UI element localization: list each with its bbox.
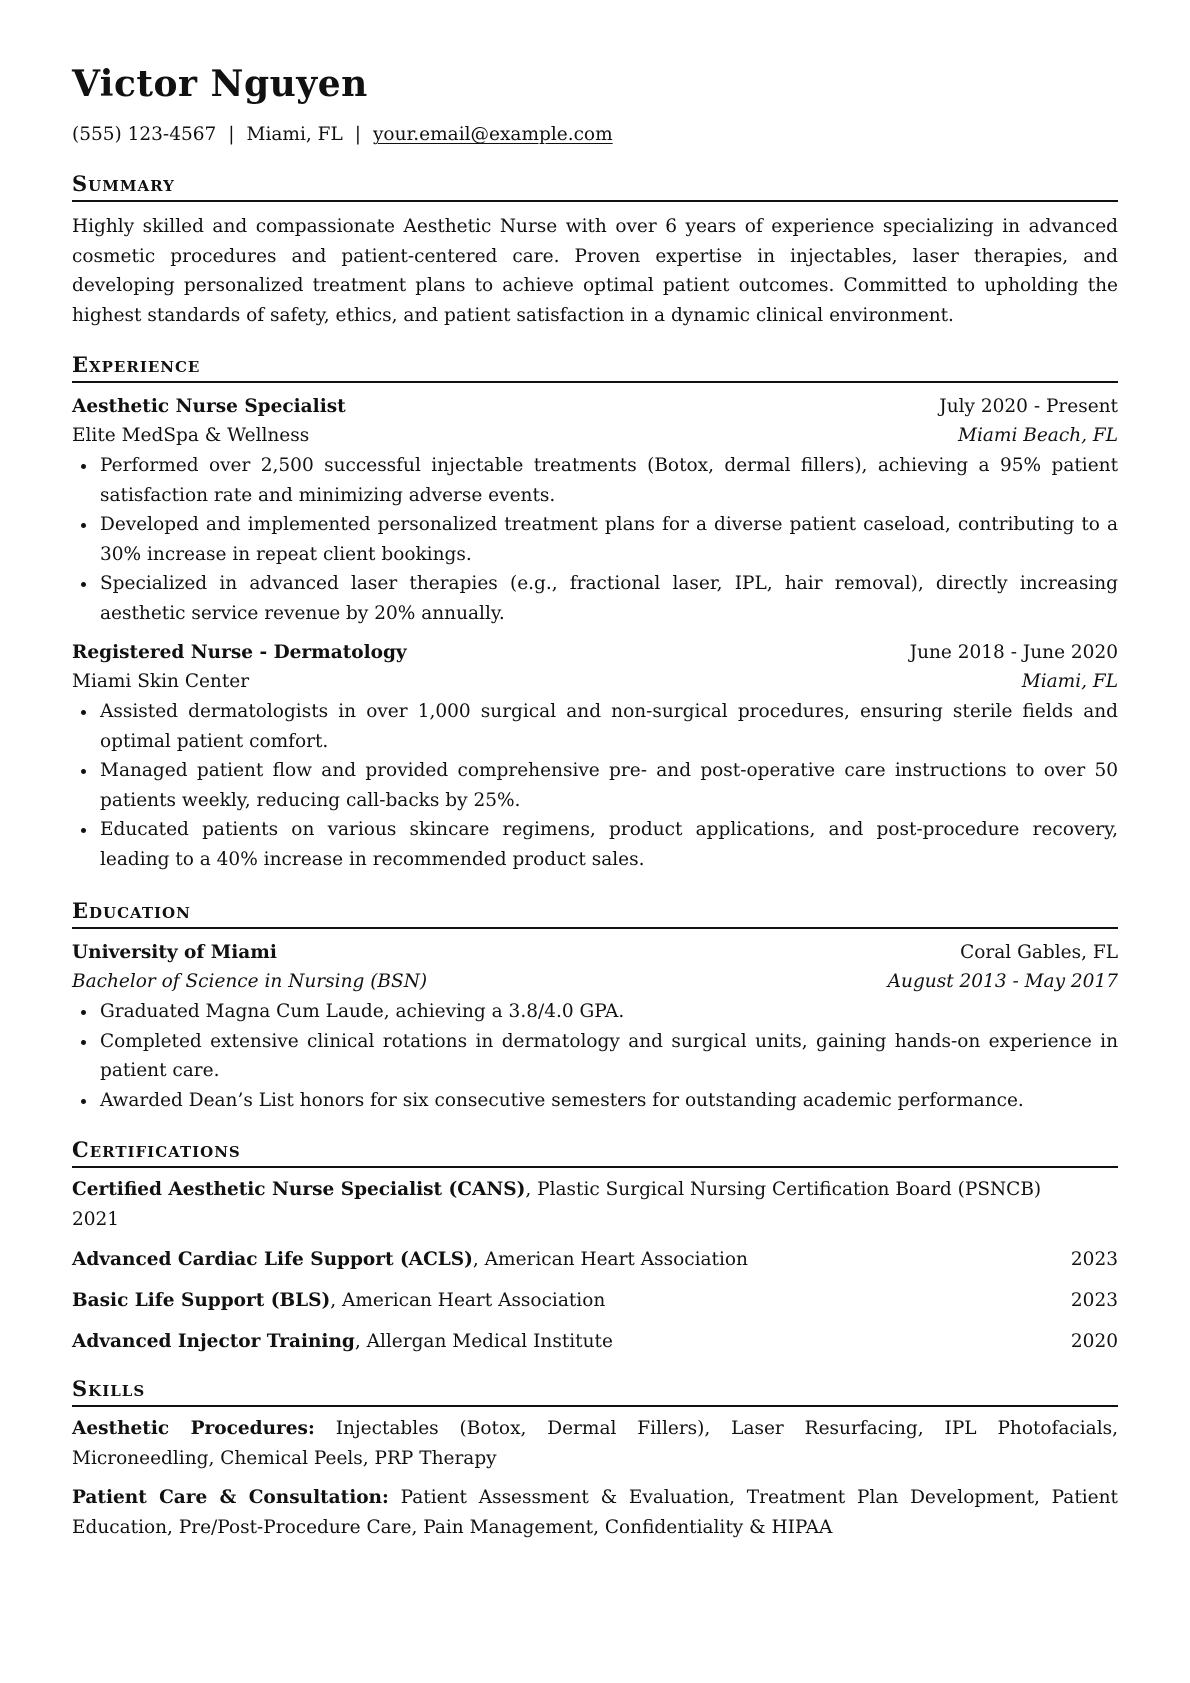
job-header <box>72 638 1118 668</box>
bullet-item: Developed and implemented personalized treatment plans for a diverse patient caseload, contributing to a 30% increase in repeat client bookings. <box>72 510 1118 569</box>
skill-group <box>72 1483 1118 1542</box>
job-company: Miami Skin Center <box>72 671 250 692</box>
job-dates: July 2020 - Present <box>939 396 1118 417</box>
phone-number: (555) 123-4567 <box>72 124 217 145</box>
education-header <box>72 938 1118 968</box>
job-location: Miami Beach, FL <box>958 425 1118 446</box>
skill-label: Aesthetic Procedures: <box>72 1418 315 1439</box>
bullet-item: Assisted dermatologists in over 1,000 surgical and non-surgical procedures, ensuring sterile fields and optimal patient comfort. <box>72 697 1118 756</box>
cert-name: Basic Life Support (BLS) <box>72 1290 331 1311</box>
cert-year: 2020 <box>1070 1331 1118 1352</box>
skill-label: Patient Care & Consultation: <box>72 1487 389 1508</box>
candidate-name: Victor Nguyen <box>72 63 368 105</box>
section-title-summary: Summary <box>72 170 1118 202</box>
cert-issuer: , Allergan Medical Institute <box>354 1331 613 1352</box>
section-title-skills: Skills <box>72 1375 1118 1407</box>
bullet-item: Completed extensive clinical rotations in dermatology and surgical units, gaining hands-on experience in patient care. <box>72 1027 1118 1086</box>
certification-item <box>72 1286 1118 1316</box>
bullet-item: Managed patient flow and provided comprehensive pre- and post-operative care instructions to over 50 patients weekly, reducing call-backs by 25%. <box>72 756 1118 815</box>
section-title-education: Education <box>72 897 1118 929</box>
section-title-certifications: Certifications <box>72 1136 1118 1168</box>
bullet-item: Graduated Magna Cum Laude, achieving a 3.8/4.0 GPA. <box>72 997 1118 1027</box>
separator: | <box>354 124 361 145</box>
certification-item <box>72 1245 1118 1275</box>
location: Miami, FL <box>246 124 343 145</box>
bullet-item: Performed over 2,500 successful injectable treatments (Botox, dermal fillers), achieving a 95% patient satisfaction rate and minimizing adverse events. <box>72 451 1118 510</box>
job-header <box>72 392 1118 422</box>
skill-group <box>72 1414 1118 1473</box>
education-bullets <box>72 997 1118 1115</box>
skill-value: Injectables (Botox, Dermal Fillers), Laser Resurfacing, IPL Photofacials, Microneedling, Chemical Peels, PRP Therapy <box>72 1418 1119 1469</box>
cert-name: Advanced Injector Training <box>72 1331 355 1352</box>
job-subheader <box>72 667 1118 697</box>
job-company: Elite MedSpa & Wellness <box>72 425 310 446</box>
separator: | <box>228 124 235 145</box>
school-location: Coral Gables, FL <box>960 942 1118 963</box>
job-subheader <box>72 421 1118 451</box>
certification-item <box>72 1175 1118 1234</box>
cert-name: Advanced Cardiac Life Support (ACLS) <box>72 1249 473 1270</box>
bullet-item: Educated patients on various skincare regimens, product applications, and post-procedure recovery, leading to a 40% increase in recommended product sales. <box>72 815 1118 874</box>
job-role: Aesthetic Nurse Specialist <box>72 396 346 417</box>
school-name: University of Miami <box>72 942 277 963</box>
education-subheader <box>72 967 1118 997</box>
section-title-experience: Experience <box>72 351 1118 383</box>
certification-item <box>72 1327 1118 1357</box>
job-bullets <box>72 451 1118 628</box>
cert-year: 2021 <box>72 1208 120 1230</box>
job-bullets <box>72 697 1118 874</box>
job-dates: June 2018 - June 2020 <box>909 642 1118 663</box>
cert-name: Certified Aesthetic Nurse Specialist (CANS) <box>72 1179 526 1200</box>
cert-year: 2023 <box>1070 1290 1118 1311</box>
cert-issuer: , American Heart Association <box>330 1290 606 1311</box>
email-link[interactable]: your.email@example.com <box>372 124 613 145</box>
job-role: Registered Nurse - Dermatology <box>72 642 407 663</box>
cert-year: 2023 <box>1070 1249 1118 1270</box>
skill-value: Patient Assessment & Evaluation, Treatment Plan Development, Patient Education, Pre/Post-Procedure Care, Pain Management, Confidentiality & HIPAA <box>72 1487 1118 1538</box>
job-location: Miami, FL <box>1021 671 1118 692</box>
summary-text: Highly skilled and compassionate Aesthetic Nurse with over 6 years of experience specializing in advanced cosmetic procedures and patient-centered care. Proven expertise in injectables, laser therapies, and developing personalized treatment plans to achieve optimal patient outcomes. Committed to upholding the highest standards of safety, ethics, and patient satisfaction in a dynamic clinical environment. <box>72 216 1118 326</box>
education-dates: August 2013 - May 2017 <box>887 971 1118 992</box>
contact-line <box>72 121 613 149</box>
cert-issuer: , American Heart Association <box>472 1249 748 1270</box>
cert-issuer: , Plastic Surgical Nursing Certification Board (PSNCB) <box>525 1179 1042 1200</box>
bullet-item: Awarded Dean’s List honors for six consecutive semesters for outstanding academic performance. <box>72 1086 1118 1116</box>
bullet-item: Specialized in advanced laser therapies (e.g., fractional laser, IPL, hair removal), directly increasing aesthetic service revenue by 20% annually. <box>72 569 1118 628</box>
degree: Bachelor of Science in Nursing (BSN) <box>72 971 428 992</box>
